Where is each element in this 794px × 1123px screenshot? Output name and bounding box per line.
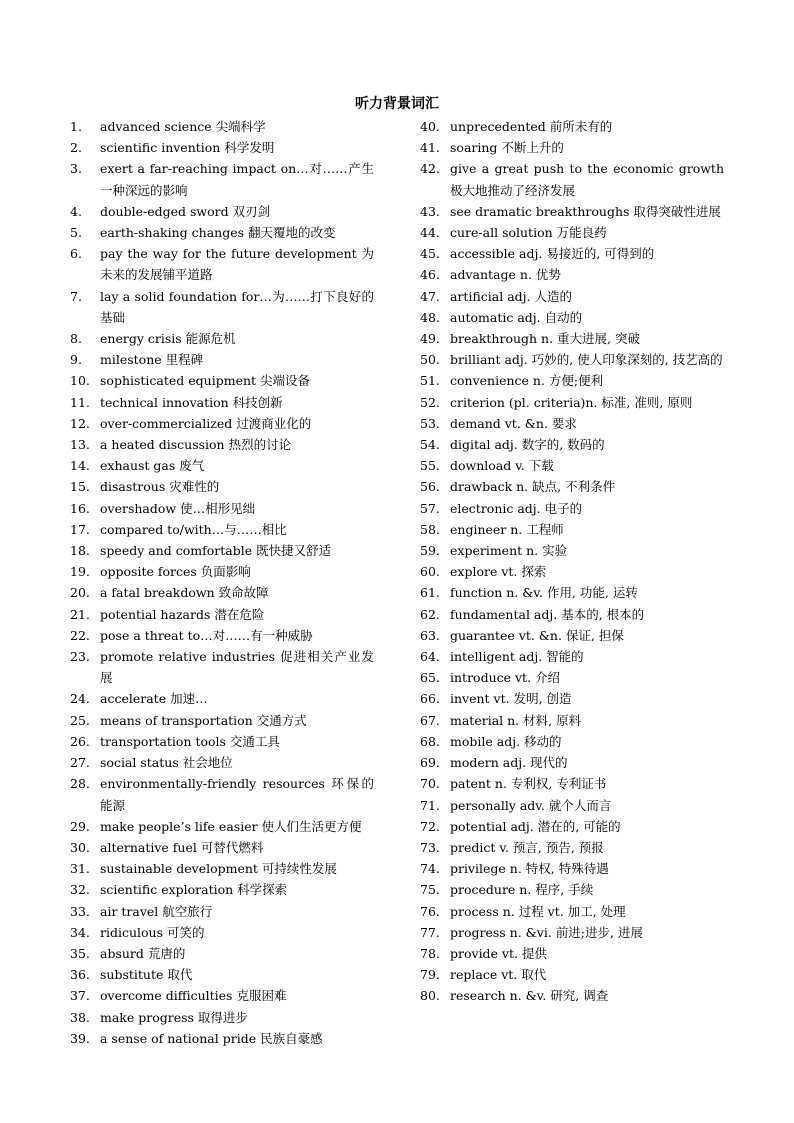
vocab-item-text: air travel 航空旅行	[100, 903, 213, 919]
vocab-item-text: procedure n. 程序, 手续	[450, 882, 594, 898]
vocab-item-text: material n. 材料, 原料	[450, 712, 582, 728]
vocab-item-number: 42.	[420, 161, 440, 177]
vocab-item	[420, 201, 724, 222]
vocab-item-text: automatic adj. 自动的	[450, 309, 583, 325]
vocab-item-number: 69.	[420, 755, 440, 771]
vocab-item	[70, 519, 374, 540]
vocab-item-number: 14.	[70, 458, 90, 474]
vocab-item-text: exhaust gas 废气	[100, 458, 205, 474]
vocab-item-text: pose a threat to…对……有一种威胁	[100, 627, 313, 643]
vocab-item	[70, 816, 374, 837]
vocab-item-number: 16.	[70, 500, 90, 516]
vocab-item	[70, 688, 374, 709]
vocab-item-number: 19.	[70, 564, 90, 580]
vocab-item-text: patent n. 专利权, 专利证书	[450, 776, 607, 792]
vocab-item-text: lay a solid foundation for…为……打下良好的基础	[100, 288, 374, 325]
vocab-item	[420, 434, 724, 455]
vocab-item-number: 57.	[420, 500, 440, 516]
vocab-item	[420, 392, 724, 413]
vocab-item	[70, 752, 374, 773]
vocab-item-text: accessible adj. 易接近的, 可得到的	[450, 246, 655, 262]
vocab-item	[420, 413, 724, 434]
vocab-item-text: substitute 取代	[100, 967, 193, 983]
vocab-item-number: 20.	[70, 585, 90, 601]
vocab-item	[420, 646, 724, 667]
vocab-item-number: 44.	[420, 225, 440, 241]
vocab-item-text: see dramatic breakthroughs 取得突破性进展	[450, 203, 721, 219]
vocab-item	[70, 158, 374, 200]
vocab-item-number: 76.	[420, 903, 440, 919]
vocab-item-text: function n. &v. 作用, 功能, 运转	[450, 585, 638, 601]
vocab-item-text: scientific exploration 科学探索	[100, 882, 288, 898]
vocab-item	[70, 901, 374, 922]
vocab-item-text: milestone 里程碑	[100, 352, 204, 368]
vocab-item	[70, 879, 374, 900]
vocab-item	[70, 922, 374, 943]
vocab-item-number: 37.	[70, 988, 90, 1004]
vocab-item-number: 48.	[420, 309, 440, 325]
vocab-item	[420, 158, 724, 200]
vocab-item	[420, 901, 724, 922]
vocab-item-number: 25.	[70, 712, 90, 728]
vocab-item-number: 30.	[70, 839, 90, 855]
vocab-item	[420, 773, 724, 794]
vocab-item-number: 9.	[70, 352, 82, 368]
vocab-item	[70, 434, 374, 455]
vocab-item	[420, 710, 724, 731]
vocab-item	[420, 582, 724, 603]
vocab-item	[70, 286, 374, 328]
vocab-item	[70, 349, 374, 370]
vocab-item	[70, 540, 374, 561]
vocab-item-number: 38.	[70, 1009, 90, 1025]
vocab-item	[420, 519, 724, 540]
vocab-item-text: earth-shaking changes 翻天覆地的改变	[100, 225, 336, 241]
vocab-item-text: overcome difficulties 克服困难	[100, 988, 287, 1004]
vocab-item-number: 59.	[420, 543, 440, 559]
vocab-item-text: cure-all solution 万能良药	[450, 225, 607, 241]
vocab-item-number: 24.	[70, 691, 90, 707]
vocab-item	[70, 328, 374, 349]
vocab-item-text: opposite forces 负面影响	[100, 564, 251, 580]
vocab-item	[70, 1028, 374, 1049]
vocab-item-number: 58.	[420, 521, 440, 537]
vocab-item-text: disastrous 灾难性的	[100, 479, 220, 495]
vocab-item-number: 13.	[70, 437, 90, 453]
vocab-item-text: make people’s life easier 使人们生活更方便	[100, 818, 362, 834]
vocab-item	[420, 604, 724, 625]
vocab-item-number: 79.	[420, 967, 440, 983]
vocab-item	[70, 561, 374, 582]
vocab-item	[70, 646, 374, 688]
vocab-item	[70, 1007, 374, 1028]
vocab-item	[70, 370, 374, 391]
vocab-item-number: 70.	[420, 776, 440, 792]
vocab-item-text: electronic adj. 电子的	[450, 500, 583, 516]
vocab-item-text: personally adv. 就个人而言	[450, 797, 612, 813]
vocab-item-text: digital adj. 数字的, 数码的	[450, 437, 605, 453]
vocab-item-number: 51.	[420, 373, 440, 389]
vocab-item-text: artificial adj. 人造的	[450, 288, 572, 304]
vocab-item-number: 60.	[420, 564, 440, 580]
vocab-item-number: 21.	[70, 606, 90, 622]
vocab-item-text: advanced science 尖端科学	[100, 119, 266, 134]
vocab-item-text: transportation tools 交通工具	[100, 733, 280, 749]
vocab-item-number: 46.	[420, 267, 440, 283]
vocab-item	[420, 837, 724, 858]
vocab-item-number: 34.	[70, 924, 90, 940]
vocab-item-number: 26.	[70, 733, 90, 749]
vocab-item	[420, 625, 724, 646]
vocab-item-number: 28.	[70, 776, 90, 792]
vocab-item-number: 40.	[420, 119, 440, 134]
vocab-item-number: 80.	[420, 988, 440, 1004]
vocab-item-text: soaring 不断上升的	[450, 140, 564, 156]
vocab-item-number: 5.	[70, 225, 82, 241]
vocab-item	[420, 307, 724, 328]
vocab-item-text: advantage n. 优势	[450, 267, 561, 283]
vocab-item-text: make progress 取得进步	[100, 1009, 248, 1025]
vocab-item	[420, 879, 724, 900]
vocab-item-number: 74.	[420, 861, 440, 877]
vocab-item-number: 65.	[420, 670, 440, 686]
vocab-item-text: criterion (pl. criteria)n. 标准, 准则, 原则	[450, 394, 693, 410]
page-title: 听力背景词汇	[355, 96, 439, 112]
vocab-item-number: 41.	[420, 140, 440, 156]
vocab-item	[70, 455, 374, 476]
vocab-item-number: 72.	[420, 818, 440, 834]
vocab-item-text: scientific invention 科学发明	[100, 140, 275, 156]
vocab-item-number: 63.	[420, 627, 440, 643]
vocab-item	[70, 582, 374, 603]
vocab-item-number: 55.	[420, 458, 440, 474]
vocab-item-number: 4.	[70, 203, 82, 219]
vocab-item-text: explore vt. 探索	[450, 564, 547, 580]
vocab-item-number: 8.	[70, 331, 82, 347]
vocab-item-text: engineer n. 工程师	[450, 521, 564, 537]
vocab-item	[420, 922, 724, 943]
vocab-item	[420, 688, 724, 709]
vocab-item-number: 61.	[420, 585, 440, 601]
vocab-item-text: a sense of national pride 民族自豪感	[100, 1030, 323, 1046]
vocab-item-text: convenience n. 方便;便利	[450, 373, 604, 389]
vocab-item	[420, 943, 724, 964]
vocab-item-text: alternative fuel 可替代燃料	[100, 839, 264, 855]
vocab-item-text: energy crisis 能源危机	[100, 331, 236, 347]
vocab-item-number: 22.	[70, 627, 90, 643]
vocab-item	[420, 498, 724, 519]
vocab-item-number: 39.	[70, 1030, 90, 1046]
vocab-item	[420, 349, 724, 370]
vocab-item-text: a heated discussion 热烈的讨论	[100, 437, 292, 453]
vocab-item-text: invent vt. 发明, 创造	[450, 691, 572, 707]
vocab-item	[70, 222, 374, 243]
vocab-item-text: sophisticated equipment 尖端设备	[100, 373, 311, 389]
vocab-item-number: 43.	[420, 203, 440, 219]
vocab-item-text: intelligent adj. 智能的	[450, 649, 584, 665]
vocab-item-text: provide vt. 提供	[450, 945, 547, 961]
vocab-item-number: 15.	[70, 479, 90, 495]
vocab-item-text: ridiculous 可笑的	[100, 924, 205, 940]
vocab-item-text: exert a far-reaching impact on…对……产生一种深远的影响	[100, 161, 374, 198]
vocab-item-number: 33.	[70, 903, 90, 919]
vocab-item	[420, 222, 724, 243]
vocab-item	[70, 731, 374, 752]
vocab-item-text: promote relative industries 促进相关产业发展	[100, 649, 374, 686]
vocab-item	[70, 498, 374, 519]
vocab-item-number: 71.	[420, 797, 440, 813]
vocab-item-number: 27.	[70, 755, 90, 771]
vocab-item-number: 73.	[420, 839, 440, 855]
vocab-item-number: 75.	[420, 882, 440, 898]
vocab-item-text: demand vt. &n. 要求	[450, 415, 577, 431]
vocab-item-number: 66.	[420, 691, 440, 707]
vocab-item	[70, 773, 374, 815]
vocab-item	[70, 137, 374, 158]
vocab-item	[70, 201, 374, 222]
vocab-item-text: download v. 下载	[450, 458, 554, 474]
vocab-item-number: 11.	[70, 394, 90, 410]
vocab-item-number: 52.	[420, 394, 440, 410]
vocab-item-number: 68.	[420, 733, 440, 749]
vocab-item	[420, 540, 724, 561]
vocab-item	[420, 137, 724, 158]
vocab-item	[70, 837, 374, 858]
vocab-item-number: 29.	[70, 818, 90, 834]
vocab-item-number: 17.	[70, 521, 90, 537]
vocab-item-text: environmentally-friendly resources 环保的能源	[100, 776, 374, 813]
vocab-item	[70, 710, 374, 731]
vocab-item	[70, 116, 374, 137]
vocab-item	[70, 392, 374, 413]
vocab-item	[420, 795, 724, 816]
vocab-column-right	[420, 116, 724, 1007]
vocab-item-number: 45.	[420, 246, 440, 262]
vocab-item-number: 47.	[420, 288, 440, 304]
vocab-item-text: means of transportation 交通方式	[100, 712, 307, 728]
vocab-item-text: research n. &v. 研究, 调查	[450, 988, 609, 1004]
vocab-item	[70, 858, 374, 879]
vocab-item-text: privilege n. 特权, 特殊待遇	[450, 861, 609, 877]
vocab-item-text: social status 社会地位	[100, 755, 233, 771]
vocab-item	[420, 667, 724, 688]
vocab-item-number: 56.	[420, 479, 440, 495]
vocab-item	[420, 858, 724, 879]
vocab-item-number: 10.	[70, 373, 90, 389]
vocab-item	[420, 370, 724, 391]
vocab-item-text: breakthrough n. 重大进展, 突破	[450, 331, 640, 347]
vocab-item-text: accelerate 加速…	[100, 691, 208, 707]
vocab-item-number: 2.	[70, 140, 82, 156]
vocab-item-text: a fatal breakdown 致命故障	[100, 585, 269, 601]
vocab-item-text: double-edged sword 双刃剑	[100, 203, 271, 219]
vocab-item-number: 64.	[420, 649, 440, 665]
vocab-item	[420, 731, 724, 752]
vocab-item-text: predict v. 预言, 预告, 预报	[450, 839, 604, 855]
vocab-item-text: progress n. &vi. 前进;进步, 进展	[450, 924, 643, 940]
vocab-item	[420, 116, 724, 137]
vocab-item-number: 6.	[70, 246, 82, 262]
vocab-item-text: sustainable development 可持续性发展	[100, 861, 337, 877]
vocab-item-text: absurd 荒唐的	[100, 945, 186, 961]
vocab-item-text: overshadow 使…相形见绌	[100, 500, 256, 516]
vocab-item-text: fundamental adj. 基本的, 根本的	[450, 606, 645, 622]
vocab-item	[420, 455, 724, 476]
vocab-item-number: 49.	[420, 331, 440, 347]
vocab-item-number: 7.	[70, 288, 82, 304]
vocab-item-number: 18.	[70, 543, 90, 559]
vocab-item-number: 62.	[420, 606, 440, 622]
vocab-item	[420, 264, 724, 285]
vocab-item-text: technical innovation 科技创新	[100, 394, 283, 410]
vocab-item-text: over-commercialized 过渡商业化的	[100, 415, 312, 431]
vocab-item-number: 54.	[420, 437, 440, 453]
vocab-item-text: mobile adj. 移动的	[450, 733, 562, 749]
vocab-item-number: 50.	[420, 352, 440, 368]
vocab-item	[420, 328, 724, 349]
vocab-item-text: process n. 过程 vt. 加工, 处理	[450, 903, 626, 919]
vocab-item	[420, 752, 724, 773]
vocab-item-number: 1.	[70, 119, 82, 134]
vocab-item	[70, 476, 374, 497]
vocab-item-text: brilliant adj. 巧妙的, 使人印象深刻的, 技艺高的	[450, 352, 723, 368]
vocab-item-number: 35.	[70, 945, 90, 961]
vocab-item-text: compared to/with…与……相比	[100, 521, 287, 537]
vocab-item-number: 67.	[420, 712, 440, 728]
vocab-item-number: 77.	[420, 924, 440, 940]
vocab-item-text: introduce vt. 介绍	[450, 670, 561, 686]
vocab-item-text: speedy and comfortable 既快捷又舒适	[100, 543, 332, 559]
vocab-item-number: 23.	[70, 649, 90, 665]
vocab-item-number: 78.	[420, 945, 440, 961]
vocab-item-text: replace vt. 取代	[450, 967, 547, 983]
vocab-item-text: give a great push to the economic growth 极大地推动了经济发展	[450, 161, 724, 198]
vocab-item-number: 12.	[70, 415, 90, 431]
vocab-column-left	[70, 116, 374, 1049]
vocab-item	[420, 985, 724, 1006]
vocab-item-text: potential hazards 潜在危险	[100, 606, 265, 622]
vocab-item-number: 36.	[70, 967, 90, 983]
vocab-item	[420, 286, 724, 307]
vocab-item-number: 3.	[70, 161, 82, 177]
vocab-item-text: drawback n. 缺点, 不利条件	[450, 479, 616, 495]
vocab-item-number: 53.	[420, 415, 440, 431]
vocab-item-number: 32.	[70, 882, 90, 898]
vocab-item-text: pay the way for the future development 为未来的发展铺平道路	[100, 246, 374, 283]
vocab-item	[70, 964, 374, 985]
vocab-item-text: potential adj. 潜在的, 可能的	[450, 818, 621, 834]
vocab-item-text: modern adj. 现代的	[450, 755, 568, 771]
vocab-item-number: 31.	[70, 861, 90, 877]
vocab-item	[420, 964, 724, 985]
vocab-item	[70, 625, 374, 646]
vocab-item	[70, 943, 374, 964]
vocab-item-text: guarantee vt. &n. 保证, 担保	[450, 627, 624, 643]
vocab-item	[70, 243, 374, 285]
vocab-item	[70, 604, 374, 625]
vocab-item	[420, 816, 724, 837]
vocab-item-text: experiment n. 实验	[450, 543, 568, 559]
vocab-item	[70, 413, 374, 434]
vocab-item	[420, 243, 724, 264]
vocab-item	[420, 561, 724, 582]
vocab-item-text: unprecedented 前所未有的	[450, 119, 613, 134]
vocab-item	[420, 476, 724, 497]
vocab-item	[70, 985, 374, 1006]
